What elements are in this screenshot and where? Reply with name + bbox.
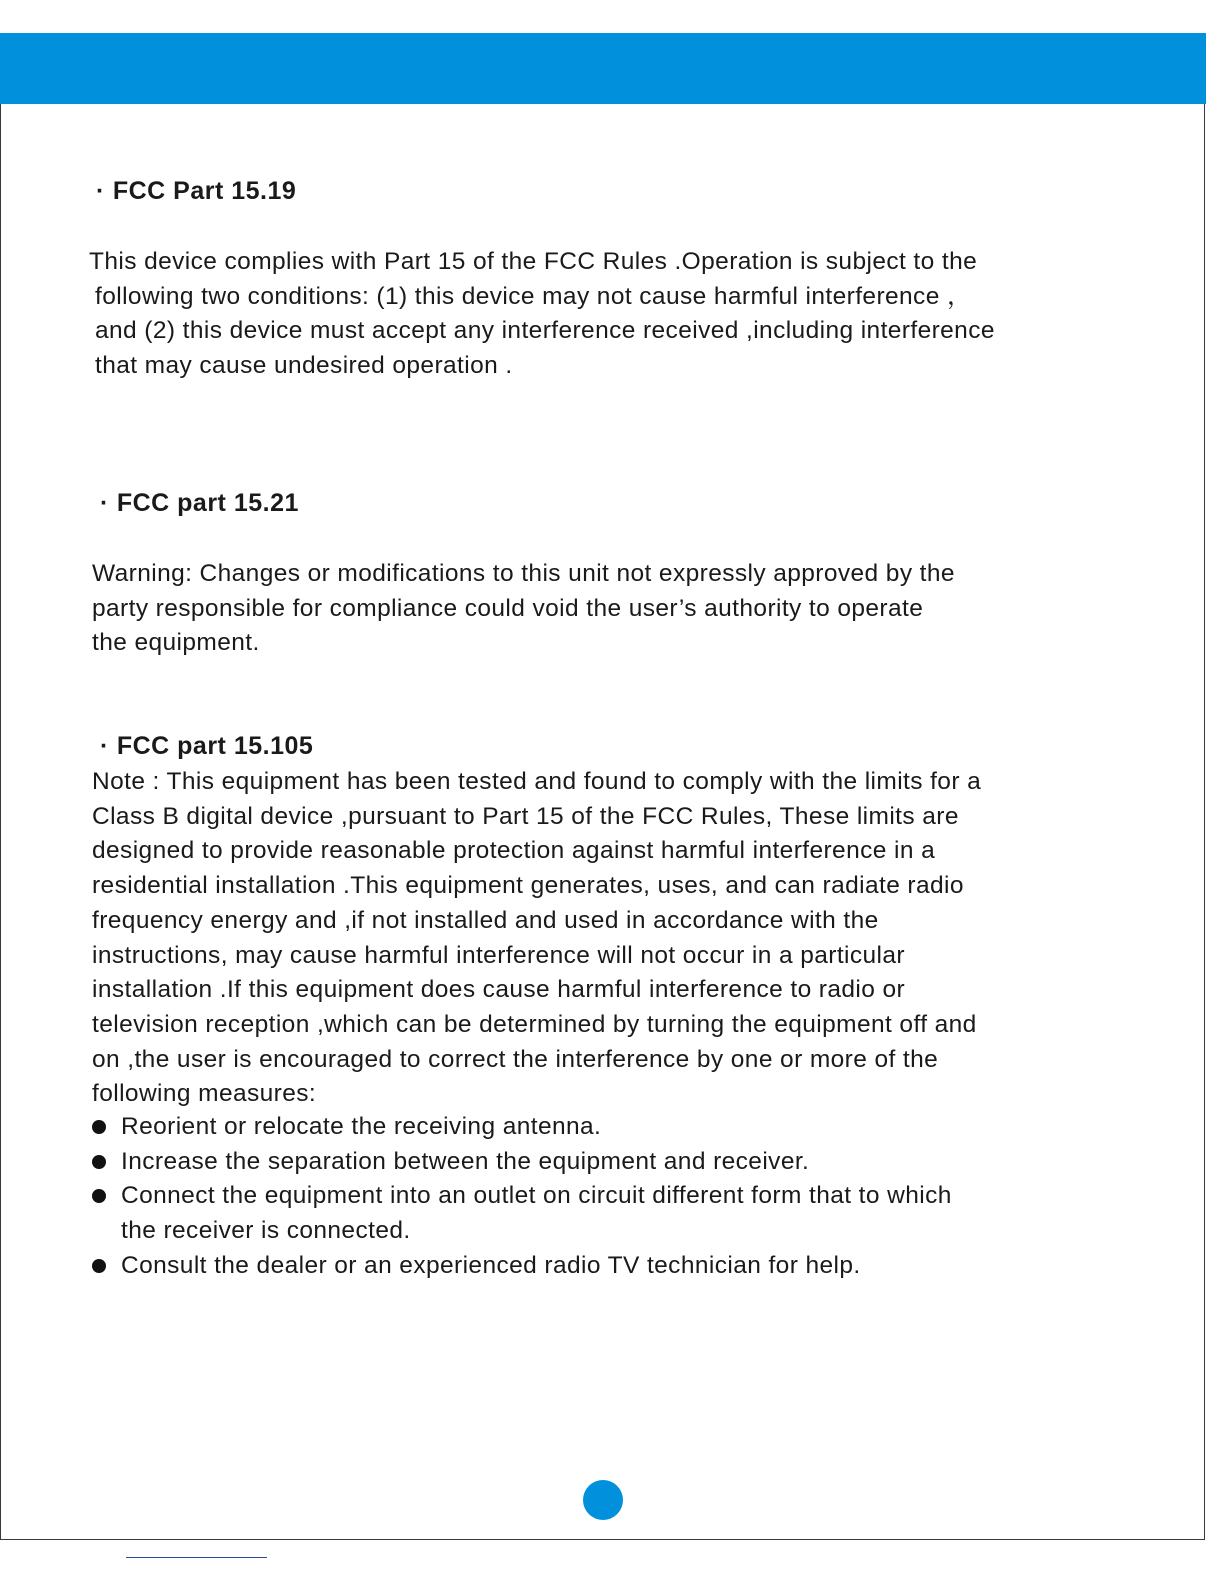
list-item-text: Consult the dealer or an experienced radio TV technician for help.	[121, 1251, 861, 1279]
bullet-dot-icon	[92, 1259, 106, 1273]
heading-bullet: ·	[100, 489, 109, 517]
paragraph-line: following two conditions: (1) this device may not cause harmful interference ，	[95, 282, 972, 310]
paragraph-line: designed to provide reasonable protection against harmful interference in a	[92, 837, 936, 865]
paragraph-line: residential installation .This equipment generates, uses, and can radiate radio	[92, 872, 964, 900]
paragraph-line: the equipment.	[92, 629, 260, 657]
paragraph-line: Class B digital device ,pursuant to Part 15 of the FCC Rules, These limits are	[92, 802, 959, 830]
paragraph-fcc-15-19	[89, 245, 995, 384]
heading-text: FCC part 15.105	[116, 732, 314, 760]
list-item-text: the receiver is connected.	[121, 1217, 411, 1245]
paragraph-line: installation .If this equipment does cause harmful interference to radio or	[92, 976, 906, 1004]
section-heading-fcc-15-21	[100, 489, 299, 518]
heading-bullet: ·	[96, 177, 105, 205]
measures-list	[90, 1110, 952, 1284]
section-heading-fcc-15-19	[96, 177, 296, 206]
paragraph-line: that may cause undesired operation .	[95, 352, 513, 380]
paragraph-line: This device complies with Part 15 of the FCC Rules .Operation is subject to the	[89, 248, 978, 275]
paragraph-fcc-15-21	[92, 557, 955, 661]
bullet-dot-icon	[92, 1155, 106, 1169]
paragraph-line: party responsible for compliance could void the user’s authority to operate	[92, 594, 924, 622]
list-item-text: Reorient or relocate the receiving antenna.	[121, 1113, 602, 1140]
paragraph-line: following measures:	[92, 1080, 317, 1108]
paragraph-line: television reception ,which can be determined by turning the equipment off and	[92, 1010, 977, 1038]
paragraph-fcc-15-105	[92, 765, 981, 1112]
bullet-dot-icon	[92, 1120, 106, 1134]
list-item	[90, 1179, 952, 1248]
list-item	[90, 1145, 952, 1180]
page-indicator-dot	[583, 1480, 623, 1520]
list-item	[90, 1110, 952, 1145]
paragraph-line: frequency energy and ,if not installed and used in accordance with the	[92, 906, 879, 934]
paragraph-line: and (2) this device must accept any interference received ,including interference	[95, 317, 995, 345]
list-item-text: Increase the separation between the equipment and receiver.	[121, 1147, 810, 1175]
paragraph-line: Note : This equipment has been tested and found to comply with the limits for a	[92, 768, 982, 795]
heading-text: FCC Part 15.19	[112, 177, 297, 205]
list-item	[90, 1249, 952, 1284]
paragraph-line: on ,the user is encouraged to correct the interference by one or more of the	[92, 1045, 939, 1073]
paragraph-line: instructions, may cause harmful interference will not occur in a particular	[92, 941, 905, 969]
bullet-dot-icon	[92, 1189, 106, 1203]
bottom-rule	[126, 1557, 267, 1558]
paragraph-line: Warning: Changes or modifications to this unit not expressly approved by the	[92, 560, 955, 587]
heading-text: FCC part 15.21	[116, 489, 299, 517]
header-bar	[0, 33, 1206, 104]
list-item-text: Connect the equipment into an outlet on circuit different form that to which	[121, 1182, 952, 1210]
heading-bullet: ·	[100, 732, 109, 760]
section-heading-fcc-15-105	[100, 732, 313, 761]
